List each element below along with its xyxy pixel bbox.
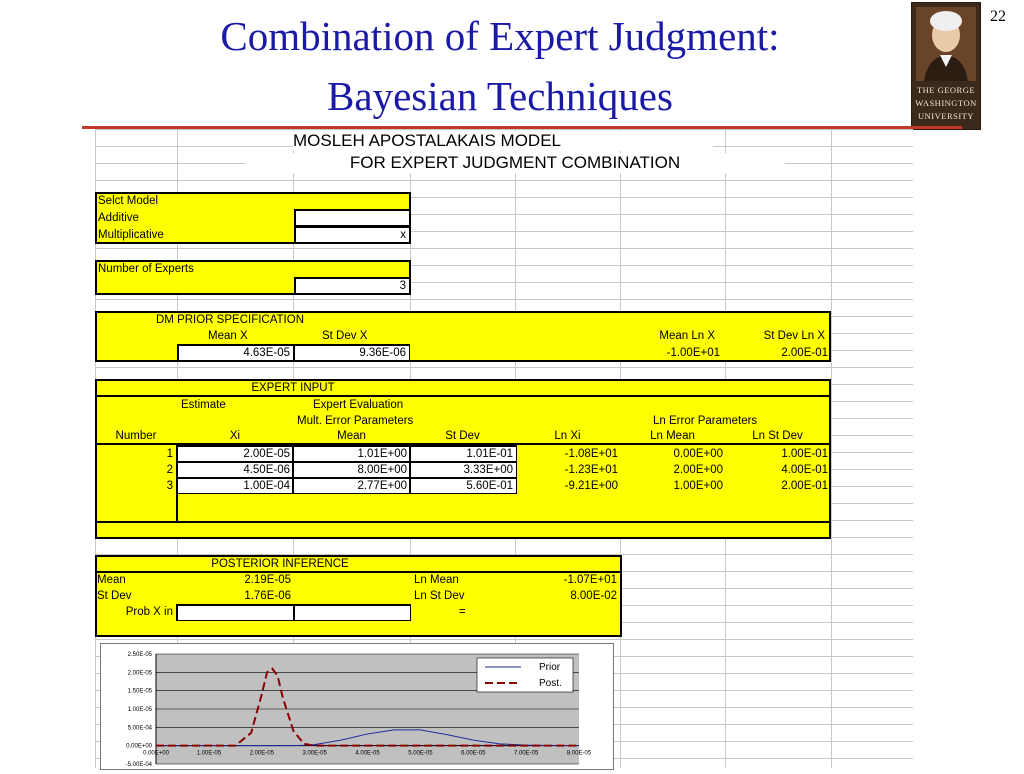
posterior-ln-mean-label: Ln Mean: [414, 574, 459, 586]
prior-mean-x-input[interactable]: 4.63E-05: [177, 344, 294, 361]
posterior-ln-mean-value: -1.07E+01: [563, 574, 617, 586]
portrait-image: [916, 7, 976, 81]
chart-svg: [101, 644, 613, 769]
multiplicative-input[interactable]: x: [294, 226, 410, 243]
posterior-ln-stdev-value: 8.00E-02: [570, 590, 617, 602]
posterior-title: POSTERIOR INFERENCE: [211, 558, 349, 570]
x-tick-label: 7.00E-05: [513, 750, 539, 757]
expert-value-cell[interactable]: 1.00E-04: [176, 477, 294, 494]
expert-value-cell: 1.00E-01: [781, 448, 828, 460]
prob-x-in-label: Prob X in: [125, 606, 173, 618]
university-logo: [911, 2, 981, 130]
y-tick-label: 5.00E-04: [127, 725, 152, 732]
expert-value-cell[interactable]: 3.33E+00: [409, 461, 517, 478]
expert-number-cell: 1: [166, 448, 173, 460]
expert-col-header: St Dev: [445, 430, 480, 442]
expert-value-cell: -1.23E+01: [564, 464, 618, 476]
ln-error-label: Ln Error Parameters: [653, 415, 758, 427]
legend-label: Prior: [539, 662, 561, 673]
slide-number: 22: [990, 8, 1006, 25]
expert-col-header: Number: [115, 430, 157, 442]
model-title: MOSLEH APOSTALAKAIS MODEL: [293, 131, 713, 151]
expert-value-cell: 2.00E+00: [673, 464, 723, 476]
x-tick-label: 2.00E-05: [249, 750, 274, 757]
prior-stdev-x-input[interactable]: 9.36E-06: [293, 344, 410, 361]
expert-value-cell[interactable]: 2.77E+00: [292, 477, 411, 494]
prior-title: DM PRIOR SPECIFICATION: [155, 314, 305, 326]
expert-footer-divider: [95, 521, 831, 523]
x-tick-label: 1.00E-05: [196, 750, 222, 757]
posterior-stdev-value: 1.76E-06: [244, 590, 291, 602]
mult-error-label: Mult. Error Parameters: [297, 415, 414, 427]
y-tick-label: 1.00E-05: [127, 707, 152, 713]
slide-title-line1: Combination of Expert Judgment:: [220, 13, 780, 59]
model-subtitle: FOR EXPERT JUDGMENT COMBINATION: [245, 153, 785, 173]
prior-stdev-x-label: St Dev X: [322, 330, 368, 342]
y-tick-label: 1.50E-05: [127, 688, 152, 695]
posterior-mean-label: Mean: [97, 574, 126, 586]
select-model-label: Selct Model: [98, 195, 159, 207]
prior-mean-x-label: Mean X: [208, 330, 248, 342]
x-tick-label: 4.00E-05: [355, 750, 380, 757]
expert-value-cell[interactable]: 8.00E+00: [292, 461, 411, 478]
expert-value-cell: 2.00E-01: [781, 480, 828, 492]
expert-col-header: Ln Xi: [554, 430, 581, 442]
estimate-label: Estimate: [181, 399, 226, 411]
slide-title-line2: Bayesian Techniques: [327, 73, 673, 119]
prior-stdev-ln-label: St Dev Ln X: [763, 330, 825, 342]
expert-input-title: EXPERT INPUT: [251, 382, 335, 394]
expert-value-cell[interactable]: 1.01E-01: [409, 445, 517, 462]
expert-value-cell: -1.08E+01: [564, 448, 618, 460]
y-tick-label: 2.00E-05: [127, 670, 152, 677]
x-tick-label: 0.00E+00: [143, 750, 169, 757]
expert-value-cell: -9.21E+00: [564, 480, 618, 492]
logo-text-line1: THE GEORGE: [916, 85, 976, 95]
expert-col-header: Xi: [229, 430, 241, 442]
prob-lower-input[interactable]: [176, 604, 294, 621]
expert-value-cell: 1.00E+00: [673, 480, 723, 492]
logo-text-line3: UNIVERSITY: [918, 111, 974, 121]
additive-input[interactable]: [294, 209, 410, 226]
expert-value-cell: 0.00E+00: [673, 448, 723, 460]
posterior-mean-value: 2.19E-05: [244, 574, 291, 586]
prior-stdev-ln-value: 2.00E-01: [781, 347, 828, 359]
legend-label: Post.: [539, 678, 562, 689]
y-tick-label: -5.00E-04: [125, 762, 152, 768]
expert-value-cell: 4.00E-01: [781, 464, 828, 476]
experts-input[interactable]: 3: [294, 277, 410, 294]
distribution-chart[interactable]: [100, 643, 614, 770]
prob-equals: =: [459, 606, 466, 618]
expert-value-cell[interactable]: 4.50E-06: [176, 461, 294, 478]
prior-mean-ln-label: Mean Ln X: [659, 330, 715, 342]
posterior-stdev-label: St Dev: [97, 590, 132, 602]
x-tick-label: 8.00E-05: [566, 750, 592, 757]
prior-mean-ln-value: -1.00E+01: [666, 347, 720, 359]
expert-value-cell[interactable]: 1.01E+00: [292, 445, 411, 462]
y-tick-label: 2.50E-05: [127, 652, 152, 658]
expert-evaluation-label: Expert Evaluation: [313, 399, 404, 411]
expert-col-header: Mean: [337, 430, 366, 442]
x-tick-label: 5.00E-05: [408, 750, 433, 757]
expert-number-cell: 3: [166, 480, 173, 492]
y-tick-label: 0.00E+00: [126, 743, 152, 750]
expert-value-cell[interactable]: 5.60E-01: [409, 477, 517, 494]
additive-label: Additive: [98, 212, 139, 224]
x-tick-label: 6.00E-05: [461, 750, 486, 757]
expert-number-cell: 2: [166, 464, 173, 476]
expert-value-cell[interactable]: 2.00E-05: [176, 445, 294, 462]
prob-upper-input[interactable]: [293, 604, 411, 621]
expert-col-header: Ln St Dev: [752, 430, 803, 442]
posterior-ln-stdev-label: Ln St Dev: [414, 590, 465, 602]
multiplicative-label: Multiplicative: [98, 229, 164, 241]
logo-text-line2: WASHINGTON: [915, 98, 977, 108]
experts-label: Number of Experts: [98, 263, 194, 275]
expert-col-header: Ln Mean: [650, 430, 695, 442]
x-tick-label: 3.00E-05: [302, 750, 327, 757]
